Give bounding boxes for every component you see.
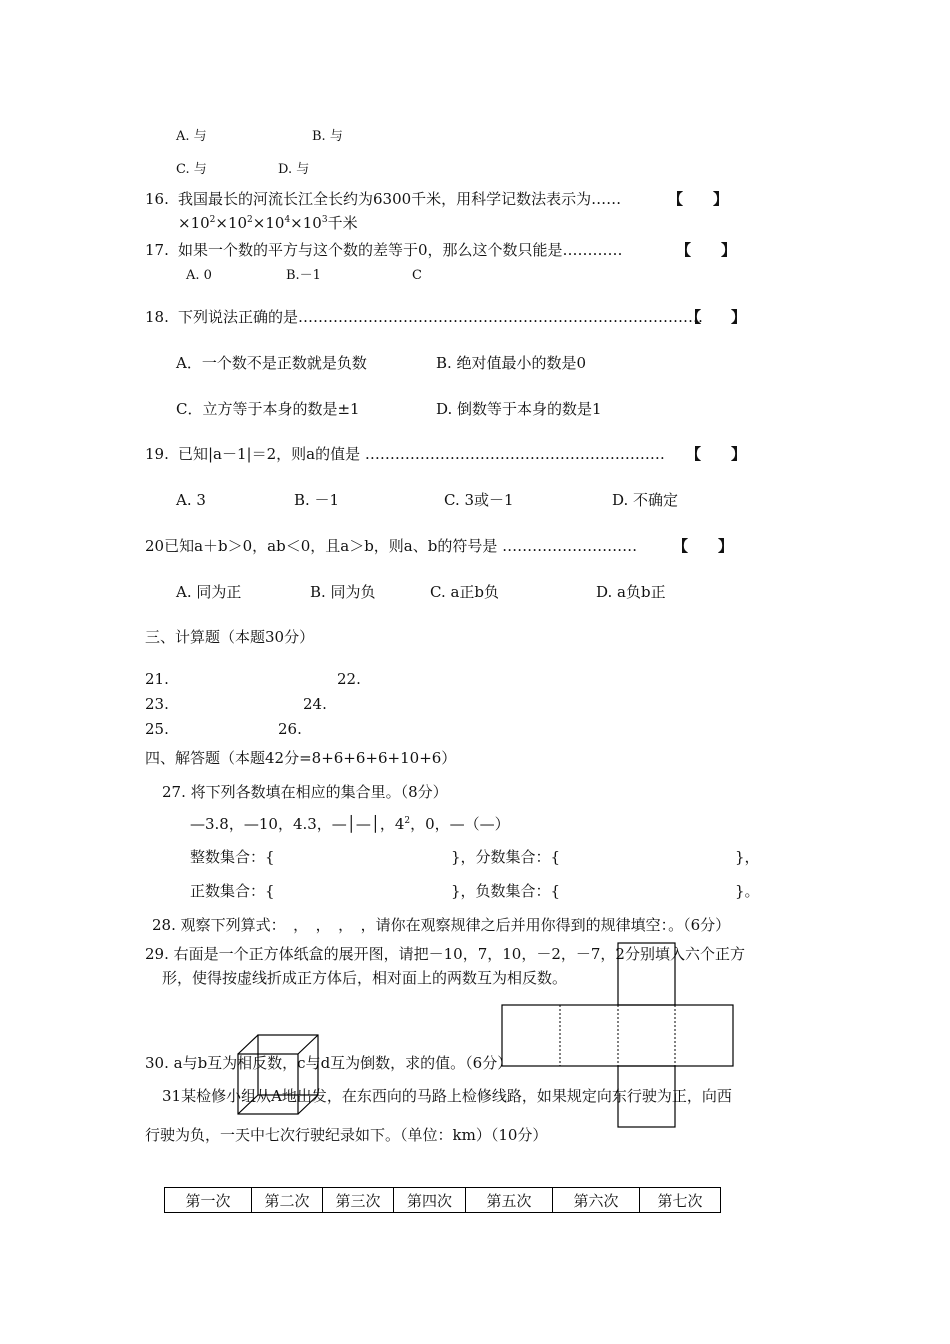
option-d: D. a负b正 — [596, 583, 666, 601]
option-a: A. 3 — [176, 491, 206, 509]
option-c: C．立方等于本身的数是±1 — [176, 400, 360, 418]
answer-bracket: 【 】 — [668, 190, 729, 208]
question-text: 28. 观察下列算式： ， ， ， ，请你在观察规律之后并用你得到的规律填空：。（6分） — [152, 916, 731, 934]
option-c: C — [412, 268, 422, 283]
question-text: 行驶为负，一天中七次行驶纪录如下。（单位：km）（10分） — [145, 1126, 548, 1144]
option-b: B. －1 — [294, 491, 340, 509]
question-text: 已知|a－1|＝2，则a的值是 …………………………………………………… — [178, 445, 665, 463]
question-text: 30. a与b互为相反数，c与d互为倒数，求的值。（6分） — [145, 1054, 513, 1072]
option-b: B.－1 — [286, 268, 321, 283]
question-text: 如果一个数的平方与这个数的差等于0，那么这个数只能是………… — [178, 241, 623, 259]
negative-set-label: }，负数集合：{ — [451, 882, 561, 900]
table-header-cell: 第七次 — [640, 1188, 721, 1213]
option-c: C. 3或－1 — [444, 491, 514, 509]
question-number: 19. — [145, 445, 169, 463]
integer-set-label: 整数集合：{ — [190, 848, 275, 866]
problem-number: 24. — [303, 695, 327, 713]
problem-number: 26. — [278, 720, 302, 738]
fraction-set-label: }，分数集合：{ — [451, 848, 561, 866]
driving-record-table — [164, 1187, 721, 1213]
q15-option-d: D. 与 — [278, 162, 310, 177]
option-base: ×10 — [178, 214, 210, 232]
question-text: 下列说法正确的是……………………………………………………………………… — [178, 308, 704, 326]
question-number: 16. — [145, 190, 169, 208]
q15-option-b: B. 与 — [312, 129, 343, 144]
option-b: B. 绝对值最小的数是0 — [436, 354, 587, 372]
table-header-cell: 第一次 — [165, 1188, 252, 1213]
question-text: 27. 将下列各数填在相应的集合里。（8分） — [162, 783, 448, 801]
net-bottom-square — [618, 1066, 675, 1127]
positive-set-label: 正数集合：{ — [190, 882, 275, 900]
option-d: D. 倒数等于本身的数是1 — [436, 400, 602, 418]
q15-option-c: C. 与 — [176, 162, 207, 177]
problem-number: 22. — [337, 670, 361, 688]
option-d: D. 不确定 — [612, 491, 679, 509]
q16-options: $\times 10^2\times 10^2\times 10^4\times 10^3$千米 — [178, 214, 358, 232]
question-text: 29. 右面是一个正方体纸盒的展开图，请把－10，7，10，－2，－7，2分别填入六个正方 — [145, 945, 745, 963]
answer-bracket: 【 】 — [686, 308, 747, 326]
net-top-square — [618, 943, 675, 1005]
answer-bracket: 【 】 — [673, 537, 734, 555]
option-a: A. 同为正 — [176, 583, 242, 601]
table-header-cell: 第四次 — [394, 1188, 466, 1213]
set-close: }。 — [735, 882, 760, 900]
option-b: B. 同为负 — [310, 583, 376, 601]
option-c: C. a正b负 — [430, 583, 500, 601]
answer-bracket: 【 】 — [686, 445, 747, 463]
problem-number: 21. — [145, 670, 169, 688]
question-text: 形，使得按虚线折成正方体后，相对面上的两数互为相反数。 — [162, 969, 568, 987]
set-close: }， — [735, 848, 760, 866]
option-a: A. 0 — [186, 268, 212, 283]
question-text: 我国最长的河流长江全长约为6300千米，用科学记数法表示为…… — [178, 190, 622, 208]
table-header-cell: 第三次 — [323, 1188, 394, 1213]
option-a: A．一个数不是正数就是负数 — [176, 354, 367, 372]
fold-lines — [560, 1005, 675, 1066]
table-header-row — [165, 1188, 721, 1213]
cube-sketch — [238, 1035, 318, 1114]
question-text: 31某检修小组从A地出发，在东西向的马路上检修线路，如果规定向东行驶为正，向西 — [162, 1087, 732, 1105]
number-list: —3.8，—10，4.3，—│—│，$4^2$，0，—（—） — [190, 815, 510, 833]
problem-number: 25. — [145, 720, 169, 738]
section-heading: 四、解答题（本题42分=8+6+6+6+10+6） — [145, 749, 457, 767]
section-heading: 三、计算题（本题30分） — [145, 628, 315, 646]
table-header-cell: 第六次 — [553, 1188, 640, 1213]
answer-bracket: 【 】 — [676, 241, 737, 259]
question-number: 17. — [145, 241, 169, 259]
table-header-cell: 第五次 — [466, 1188, 553, 1213]
question-number: 18. — [145, 308, 169, 326]
cube-net-diagram — [502, 943, 733, 1127]
problem-number: 23. — [145, 695, 169, 713]
q15-option-a: A. 与 — [176, 129, 207, 144]
table-header-cell: 第二次 — [252, 1188, 323, 1213]
question-text: 20已知a＋b＞0，ab＜0，且a＞b，则a、b的符号是 ……………………… — [145, 537, 638, 555]
